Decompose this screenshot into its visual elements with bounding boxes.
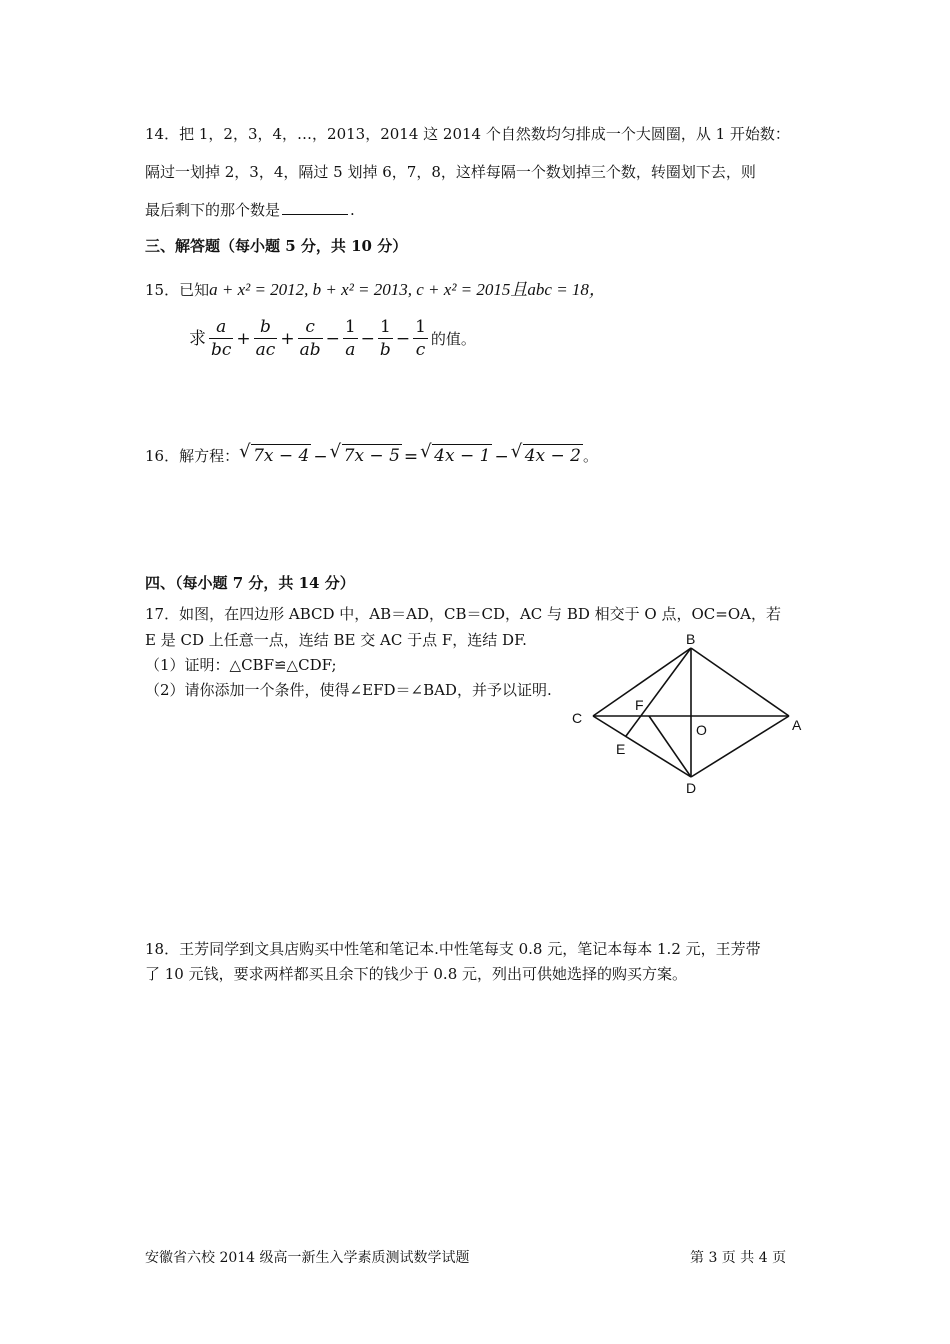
operator: − (395, 328, 411, 349)
q15-condition: a + x² = 2012, b + x² = 2013, c + x² = 2015且abc = 18， (209, 280, 606, 299)
label-b: B (686, 631, 696, 647)
q15-ask-prefix: 求 (189, 328, 206, 349)
label-a: A (792, 717, 802, 733)
operator: − (313, 447, 328, 467)
sqrt: √ 7x − 5 (329, 441, 400, 466)
operator: = (403, 447, 419, 467)
fraction: $\frac{1}{c}$ (415, 317, 426, 360)
label-c: C (572, 710, 583, 726)
segment-be (626, 648, 691, 736)
operator: − (494, 447, 509, 467)
q16-prefix: 16．解方程： (145, 447, 240, 465)
label-o: O (696, 722, 707, 738)
q15-expression (187, 316, 478, 361)
operator: − (325, 328, 340, 349)
fraction: $\frac{c}{ab}$ (299, 317, 321, 360)
section3-title: 三、解答题（每小题 5 分，共 10 分） (145, 237, 408, 255)
operator: − (360, 328, 375, 349)
footer-page-number: 第 3 页 共 4 页 (690, 1250, 787, 1266)
q16-equation (145, 441, 598, 468)
label-f: F (635, 697, 644, 713)
q15-ask-suffix: 的值。 (430, 329, 476, 348)
quadrilateral-figure (560, 630, 820, 800)
fraction: $\frac{1}{b}$ (379, 317, 391, 360)
answer-blank (282, 200, 348, 215)
section4-title: 四、（每小题 7 分，共 14 分） (145, 574, 355, 592)
q16-suffix: 。 (582, 447, 598, 465)
segment-dc (593, 716, 691, 777)
sqrt: √ 7x − 4 (239, 441, 310, 466)
label-d: D (686, 780, 697, 796)
q14-line3-end: . (350, 201, 355, 219)
operator: + (236, 328, 251, 349)
q15-condition-line (145, 280, 606, 300)
q14-line2: 隔过一划掉 2，3，4，隔过 5 划掉 6，7，8，这样每隔一个数划掉三个数，转圈划下去，则 (145, 163, 756, 181)
q14-line3 (145, 200, 355, 220)
fraction: $\frac{b}{ac}$ (255, 317, 276, 360)
q15-prefix: 15．已知 (145, 281, 210, 299)
q18-line1: 18．王芳同学到文具店购买中性笔和笔记本.中性笔每支 0.8 元，笔记本每本 1.2 元，王芳带 (145, 940, 761, 958)
operator: + (280, 328, 295, 349)
q17-line2: E 是 CD 上任意一点，连结 BE 交 AC 于点 F，连结 DF. (145, 631, 527, 649)
segment-fd (649, 716, 691, 777)
footer-title: 安徽省六校 2014 级高一新生入学素质测试数学试题 (145, 1250, 470, 1266)
fraction: $\frac{a}{bc}$ (211, 317, 232, 360)
q17-line1: 17．如图，在四边形 ABCD 中，AB＝AD，CB＝CD，AC 与 BD 相交于 O 点，OC=OA，若 (145, 605, 781, 623)
q17-part1: （1）证明：△CBF≌△CDF; (145, 656, 337, 674)
sqrt: √ 4x − 1 (420, 441, 491, 466)
q17-part2: （2）请你添加一个条件，使得∠EFD＝∠BAD，并予以证明. (145, 681, 552, 699)
label-e: E (616, 741, 626, 757)
sqrt: √ 4x − 2 (510, 441, 581, 466)
q14-line1: 14．把 1，2，3，4，…，2013，2014 这 2014 个自然数均匀排成一个大圆圈，从 1 开始数： (145, 125, 790, 143)
fraction: $\frac{1}{a}$ (344, 317, 356, 360)
segment-ba (691, 648, 789, 716)
q14-line3-text: 最后剩下的那个数是 (145, 201, 281, 219)
q18-line2: 了 10 元钱，要求两样都买且余下的钱少于 0.8 元，列出可供她选择的购买方案。 (145, 965, 688, 983)
